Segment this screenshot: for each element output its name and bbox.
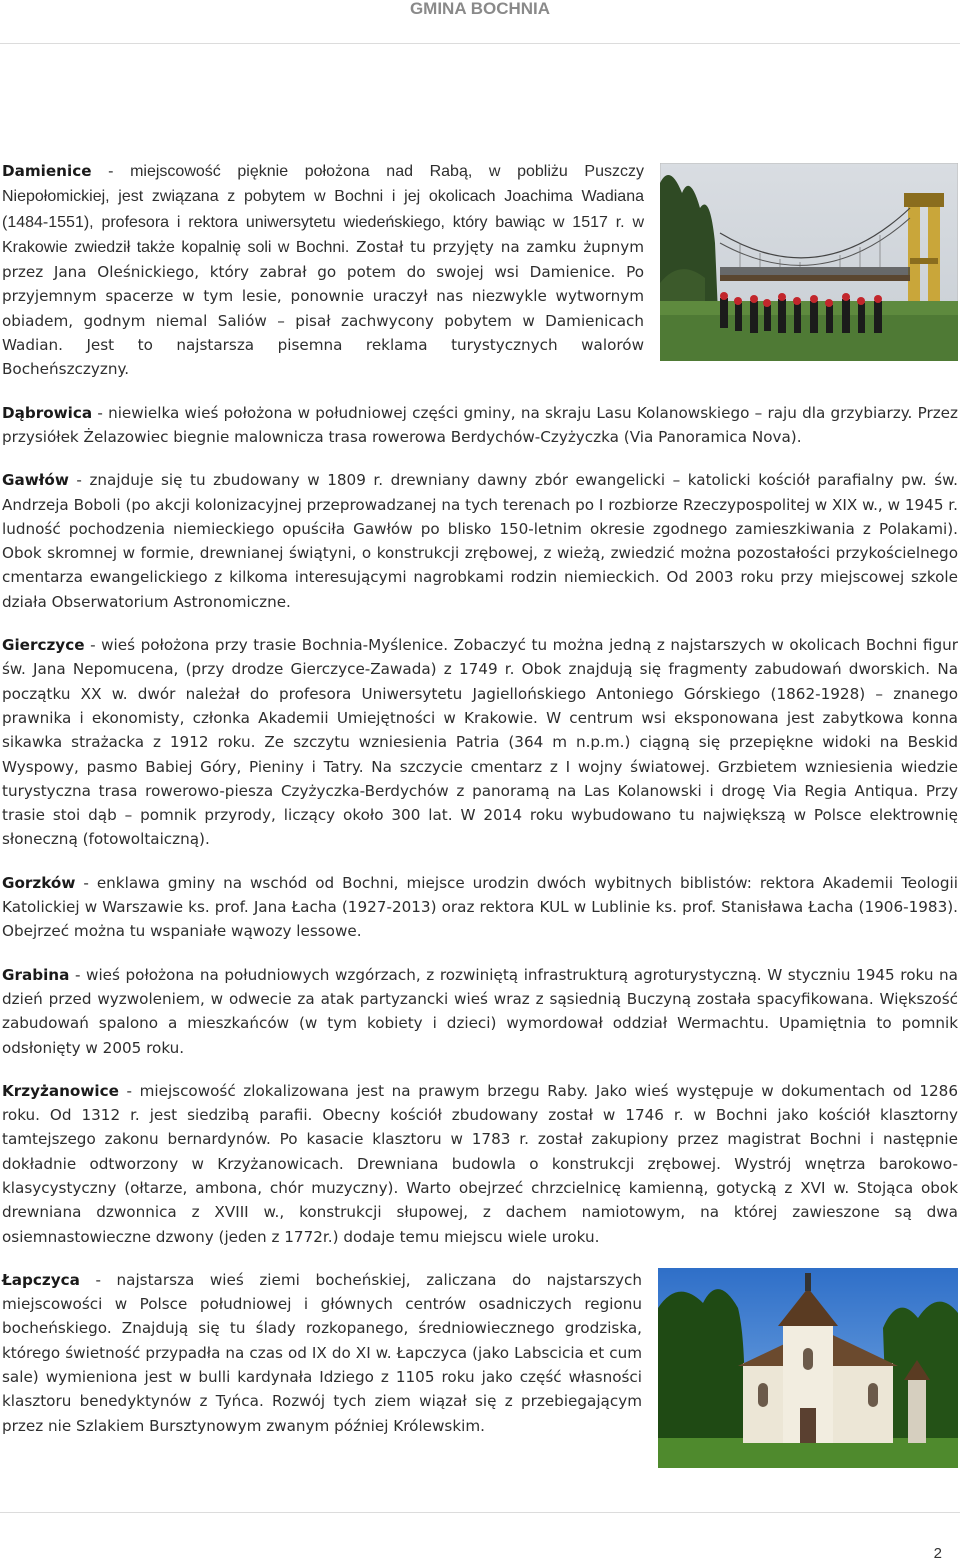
entry-title: Łapczyca (2, 1270, 80, 1289)
photo-lapczyca-church (658, 1268, 958, 1468)
page-number: 2 (933, 1545, 942, 1562)
entry-title: Gorzków (2, 873, 76, 892)
entry-gorzkow (2, 871, 958, 944)
entry-gierczyce (2, 633, 958, 852)
entry-title: Gawłów (2, 471, 69, 490)
entry-text: - enklawa gminy na wschód od Bochni, miejsce urodzin dwóch wybitnych biblistów: rektora Akademii Teologii Katolickiej w Warszawie ks. prof. Jana Łacha (1927-2013) oraz rektora KUL w Lublinie ks. prof. Stanisława Łacha (1906-1983). Obejrzeć można tu wspaniałe wąwozy lessowe. (2, 873, 958, 941)
entry-text: Został tu przyjęty na zamku żupnym przez Jana Oleśnickiego, który zabrał go potem do swojej wsi Damienice. Po przyjemnym spacerze w tym lesie, ponownie uraczył nas niezwykle wytwornym obiadem, godnym niemal Saliów – pisał zachwycony pobytem w Damienicach Wadian. Jest to najstarsza pisemna reklama turystycznych walorów Bocheńszczyzny. (2, 237, 644, 379)
entry-title: Damienice (2, 162, 92, 180)
entry-text: - niewielka wieś położona w południowej części gminy, na skraju Lasu Kolanowskiego – raju dla grzybiarzy. Przez przysiółek Żelazowiec biegnie malownicza trasa rowerowa Berdychów-Czyżyczka (Via Panoramica Nova). (2, 403, 958, 446)
photo-damienice-bridge (660, 163, 958, 361)
entry-text: - wieś położona przy trasie Bochnia-Myślenice. Zobaczyć tu można jedną z najstarszych w okolicach Bochni figur św. Jana Nepomucena, (przy drodze Gierczyce-Zawada) z 1749 r. Obok znajdują się fragmenty zabudowań dworskich. Na początku XX w. dwór należał do profesora Uniwersytetu Jagiellońskiego Antoniego Górskiego (1862-1928) – znanego prawnika i ekonomisty, członka Akademii Umiejętności w Krakowie. W centrum wsi eksponowana jest zabytkowa konna sikawka strażacka z 1912 roku. Ze szczytu wzniesienia Patria (364 m n.p.m.) ciągną się przepiękne widoki na Beskid Wyspowy, pasmo Babiej Góry, Pieniny i Tatry. Na szczycie cmentarz z I wojny światowej. Grzbietem wzniesienia wiedzie turystyczna trasa rowerowo-piesza Czyżyczka-Berdychów z panoramą na Las Kolanowski i drogę Via Regia Antiqua. Przy trasie stoi dąb – pomnik przyrody, liczący około 300 lat. W 2014 roku wybudowano tu największą w Polsce elektrownię słoneczną (fotowoltaiczną). (2, 636, 958, 849)
page-header: GMINA BOCHNIA (409, 0, 551, 18)
header-divider (0, 43, 960, 44)
entry-krzyzanowice (2, 1079, 958, 1249)
entry-grabina (2, 963, 958, 1060)
entry-title: Gierczyce (2, 636, 85, 655)
entry-text: - wieś położona na południowych wzgórzach, z rozwiniętą infrastrukturą agroturystyczną. W styczniu 1945 roku na dzień przed wyzwoleniem, w odwecie za atak partyzancki wieś wraz z sąsiednią Buczyną została spacyfikowana. Większość zabudowań spalono a mieszkańców (w tym kobiety i dzieci) wymordował oddział Wermachtu. Upamiętnia to pomnik odsłonięty w 2005 roku. (2, 965, 958, 1057)
entry-text: - znajduje się tu zbudowany w 1809 r. drewniany dawny zbór ewangelicki – katolicki kościół parafialny pw. św. Andrzeja Boboli (po akcji kolonizacyjnej przeprowadzanej na tych terenach po I rozbiorze Rzeczypospolitej w XIX w., w 1945 r. ludność pochodzenia niemieckiego opuściła Gawłów po blisko 150-letnim okresie zgodnego zamieszkiwania z Polakami). Obok skromnej w formie, drewnianej świątyni, o konstrukcji zrębowej, z wieżą, zwiedzić można pozostałości przykościelnego cmentarza ewangelickiego z kilkoma interesującymi nagrobkami rodzin niemieckich. Od 2003 roku przy miejscowej szkole działa Obserwatorium Astronomiczne. (2, 471, 958, 611)
entry-text: - najstarsza wieś ziemi bocheńskiej, zaliczana do najstarszych miejscowości w Polsce południowej i głównych centrów osadniczych regionu bocheńskiego. Znajdują się tu ślady rozkopanego, średniowiecznego grodziska, którego świetność przypadła na czas od IX do XI w. Łapczyca (jako Labscicia et cum sale) wymieniona jest w bulli kardynała Idziego z 1105 roku jako część własności klasztoru benedyktynów z Tyńca. Rozwój tych ziem wiązał się z przebiegającym przez nie Szlakiem Bursztynowym zwanym później Królewskim. (2, 1270, 642, 1435)
entry-gawlow (2, 468, 958, 614)
document-body (2, 159, 958, 1474)
entry-text: - miejscowość pięknie położona nad Rabą, w pobliżu Puszczy Niepołomickiej, jest związana z pobytem w Bochni i jej okolicach Joachima Wadiana (1484-1551), profesora i rektora uniwersytetu wiedeńskiego, który bawiąc w 1517 r. w Krakowie zwiedził także kopalnię soli w Bochni. (2, 163, 644, 256)
footer-divider (0, 1512, 960, 1513)
entry-text: - miejscowość zlokalizowana jest na prawym brzegu Raby. Jako wieś występuje w dokumentach od 1286 roku. Od 1312 r. jest siedzibą parafii. Obecny kościół zbudowany został w 1746 r. w Bochni jako kościół klasztorny tamtejszego zakonu bernardynów. Po kasacie klasztoru w 1783 r. został zakupiony przez magistrat Bochni i następnie dokładnie odtworzony w Krzyżanowicach. Drewniana budowla o konstrukcji zrębowej. Wystrój wnętrza barokowo-klasycystyczny (ołtarze, ambona, chór muzyczny). Warto obejrzeć chrzcielnicę kamienną, gotycką z XVI w. Stojąca obok drewniana dzwonnica z XVIII w., konstrukcji słupowej, z dachem namiotowym, na której zawieszone są dwa osiemnastowieczne dzwony (jeden z 1772r.) dodaje temu miejscu wiele uroku. (2, 1081, 958, 1246)
entry-title: Krzyżanowice (2, 1081, 119, 1100)
entry-title: Dąbrowica (2, 403, 93, 422)
entry-title: Grabina (2, 965, 70, 984)
entry-dabrowica (2, 401, 958, 450)
